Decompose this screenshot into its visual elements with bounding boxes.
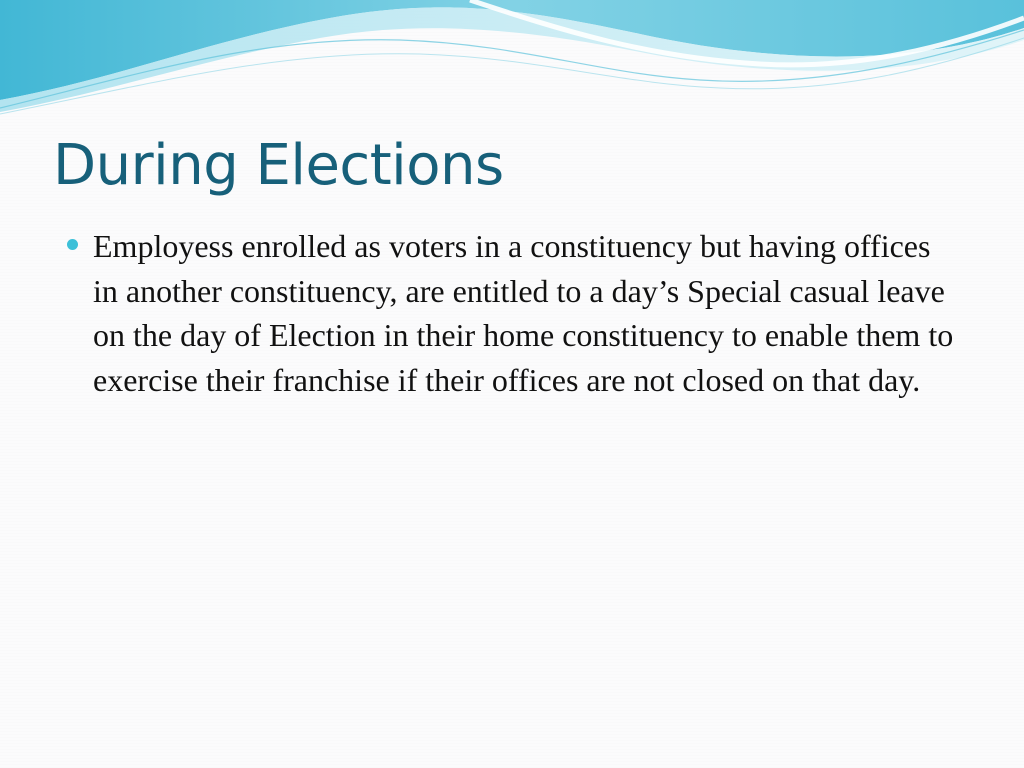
slide-title: During Elections (53, 133, 504, 198)
bullet-item (62, 224, 962, 402)
slide-body (62, 224, 962, 402)
header-wave-decoration (0, 0, 1024, 120)
bullet-text: Employess enrolled as voters in a constituency but having offices in another constituency, are entitled to a day’s Special casual leave on the day of Election in their home constituency to enable them to exercise their franchise if their offices are not closed on that day. (93, 228, 954, 398)
bullet-dot-icon (67, 239, 78, 250)
